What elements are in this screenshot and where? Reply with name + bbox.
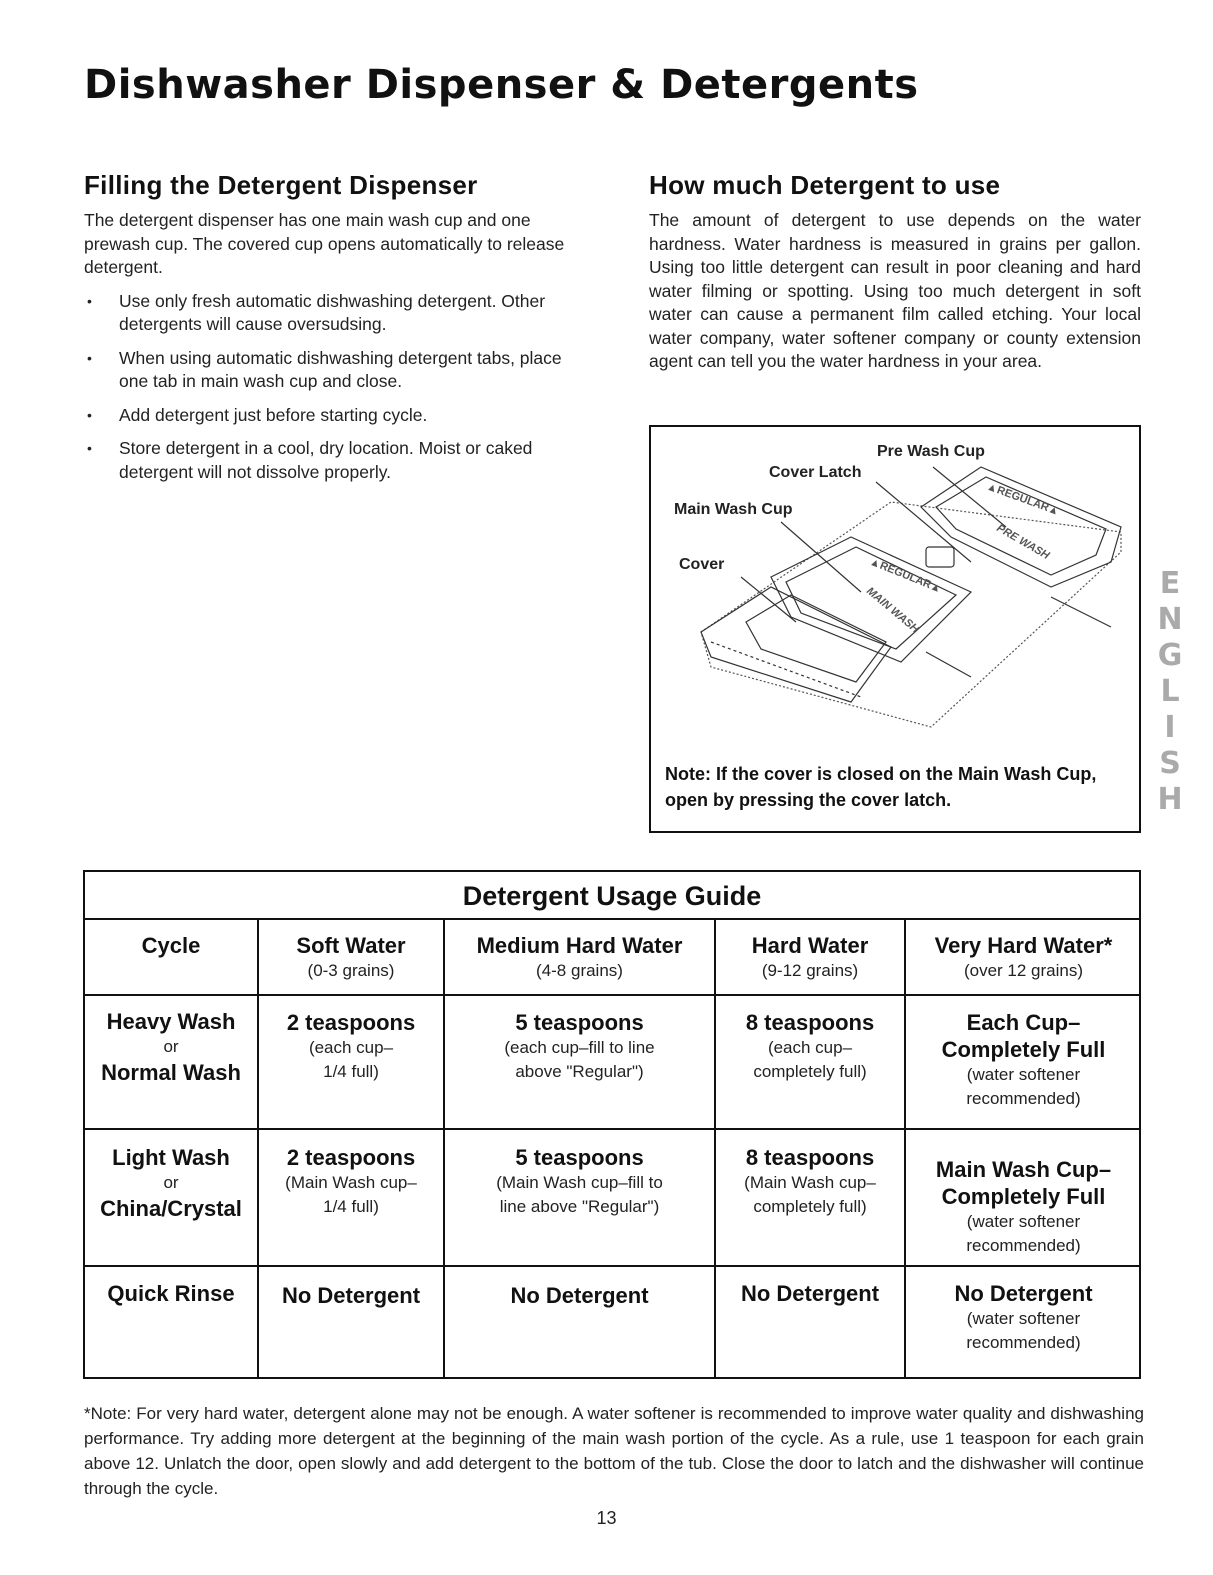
heavy-soft-amount <box>259 1009 443 1084</box>
side-tab-letter: N <box>1157 602 1183 637</box>
header-cycle <box>85 932 257 959</box>
amount-main: No Detergent <box>740 1281 880 1306</box>
header-medium-hard-water <box>445 932 714 983</box>
amount-main: Completely Full <box>941 1037 1106 1062</box>
cycle-light-china <box>85 1144 257 1222</box>
header-soft-water <box>259 932 443 983</box>
page-number: 13 <box>596 1508 617 1528</box>
cover-label: Cover <box>679 556 725 573</box>
filling-bullet-list <box>84 290 584 485</box>
amount-sub: line above "Regular") <box>499 1197 660 1216</box>
light-soft-amount <box>259 1144 443 1219</box>
row-divider <box>85 994 1139 996</box>
side-tab-letter: E <box>1159 566 1181 601</box>
header-label: Cycle <box>141 933 201 958</box>
amount-main: 2 teaspoons <box>286 1010 416 1035</box>
row-divider <box>85 1265 1139 1267</box>
cycle-heavy-normal <box>85 1008 257 1086</box>
cycle-name: Light Wash <box>112 1145 230 1170</box>
cycle-or: or <box>163 1037 179 1056</box>
header-sub: (over 12 grains) <box>963 961 1084 980</box>
bullet-item: • Add detergent just before starting cycle. <box>84 404 584 428</box>
pre-wash-cup-label: Pre Wash Cup <box>877 443 985 460</box>
rinse-soft-amount <box>259 1282 443 1309</box>
page-title: Dishwasher Dispenser & Detergents <box>84 62 919 108</box>
side-tab-letter: H <box>1157 782 1183 817</box>
rinse-hard-amount <box>716 1280 904 1307</box>
amount-main: 8 teaspoons <box>745 1145 875 1170</box>
cycle-name: China/Crystal <box>100 1196 242 1221</box>
regular-marking-top: ▲REGULAR▲ <box>984 480 1061 518</box>
amount-sub: recommended) <box>966 1333 1081 1352</box>
amount-sub: (water softener <box>966 1212 1081 1231</box>
heavy-medium-amount <box>445 1009 714 1084</box>
cover-latch-label: Cover Latch <box>769 464 862 481</box>
dispenser-illustration <box>651 427 1139 757</box>
side-tab-letter: I <box>1164 710 1176 745</box>
header-label: Soft Water <box>296 933 406 958</box>
amount-sub: completely full) <box>753 1062 867 1081</box>
header-very-hard-water <box>906 932 1141 983</box>
detergent-usage-guide-table <box>83 870 1141 1379</box>
amount-sub: (each cup– <box>308 1038 394 1057</box>
amount-sub: completely full) <box>753 1197 867 1216</box>
amount-sub: (Main Wash cup– <box>744 1173 876 1192</box>
header-label: Medium Hard Water <box>476 933 683 958</box>
pre-wash-marking: PRE WASH <box>994 522 1052 562</box>
amount-main: 8 teaspoons <box>745 1010 875 1035</box>
amount-sub: (each cup–fill to line <box>504 1038 655 1057</box>
header-label: Hard Water <box>751 933 869 958</box>
amount-sub: (water softener <box>966 1309 1081 1328</box>
heavy-hard-amount <box>716 1009 904 1084</box>
bullet-item: • Use only fresh automatic dishwashing detergent. Other detergents will cause oversudsing. <box>84 290 584 337</box>
heavy-very-hard-amount <box>906 1009 1141 1111</box>
regular-marking-bottom: ▲REGULAR▲ <box>867 555 943 596</box>
rinse-medium-amount <box>445 1282 714 1309</box>
cycle-quick-rinse <box>85 1280 257 1307</box>
language-side-tab <box>1155 566 1185 817</box>
side-tab-letter: S <box>1159 746 1181 781</box>
light-hard-amount <box>716 1144 904 1219</box>
amount-sub: above "Regular") <box>515 1062 644 1081</box>
amount-main: 2 teaspoons <box>286 1145 416 1170</box>
header-label: Very Hard Water* <box>934 933 1113 958</box>
header-hard-water <box>716 932 904 983</box>
amount-main: 5 teaspoons <box>515 1010 644 1035</box>
amount-main: Main Wash Cup– <box>935 1157 1112 1182</box>
header-sub: (0-3 grains) <box>307 961 395 980</box>
amount-sub: (Main Wash cup– <box>285 1173 417 1192</box>
cycle-name: Normal Wash <box>101 1060 241 1085</box>
amount-main: Each Cup– <box>966 1010 1081 1035</box>
amount-sub: recommended) <box>966 1089 1081 1108</box>
amount-sub: (water softener <box>966 1065 1081 1084</box>
filling-heading: Filling the Detergent Dispenser <box>84 170 478 200</box>
how-much-section <box>649 170 1141 374</box>
cycle-name: Heavy Wash <box>106 1009 236 1034</box>
filling-intro: The detergent dispenser has one main wash cup and one prewash cup. The covered cup opens automatically to release detergent. <box>84 210 565 277</box>
main-wash-marking: MAIN WASH <box>864 585 921 636</box>
cycle-name: Quick Rinse <box>107 1281 235 1306</box>
amount-sub: (each cup– <box>767 1038 853 1057</box>
how-much-heading: How much Detergent to use <box>649 170 1001 200</box>
guide-title: Detergent Usage Guide <box>85 872 1139 920</box>
filling-section <box>84 170 584 494</box>
light-very-hard-amount <box>906 1156 1141 1258</box>
figure-note: Note: If the cover is closed on the Main Wash Cup, open by pressing the cover latch. <box>665 764 1097 810</box>
amount-main: 5 teaspoons <box>515 1145 644 1170</box>
light-medium-amount <box>445 1144 714 1219</box>
amount-main: No Detergent <box>954 1281 1093 1306</box>
row-divider <box>85 1128 1139 1130</box>
main-wash-cup-label: Main Wash Cup <box>674 501 793 518</box>
header-sub: (4-8 grains) <box>536 961 623 980</box>
bullet-item: • Store detergent in a cool, dry location. Moist or caked detergent will not dissolve properly. <box>84 437 584 484</box>
bullet-item: • When using automatic dishwashing detergent tabs, place one tab in main wash cup and close. <box>84 347 584 394</box>
amount-main: Completely Full <box>941 1184 1106 1209</box>
amount-sub: 1/4 full) <box>323 1197 379 1216</box>
amount-sub: 1/4 full) <box>323 1062 379 1081</box>
how-much-body: The amount of detergent to use depends on the water hardness. Water hardness is measured in grains per gallon. Using too little detergent can result in poor cleaning and hard water filming or spotting. Using too much detergent in soft water can cause a permanent film called etching. Your local water company, water softener company or county extension agent can tell you the water hardness in your area. <box>649 210 1141 371</box>
footnote: *Note: For very hard water, detergent alone may not be enough. A water softener is recommended to improve water quality and dishwashing performance. Try adding more detergent at the beginning of the main wash portion of the cycle. As a rule, use 1 teaspoon for each grain above 12. Unlatch the door, open slowly and add detergent to the bottom of the tub. Close the door to latch and the dishwasher will continue through the cycle. <box>84 1404 1144 1498</box>
side-tab-letter: L <box>1160 674 1180 709</box>
rinse-very-hard-amount <box>906 1280 1141 1355</box>
amount-main: No Detergent <box>510 1283 649 1308</box>
amount-main: No Detergent <box>281 1283 421 1308</box>
header-sub: (9-12 grains) <box>761 961 859 980</box>
side-tab-letter: G <box>1157 638 1183 673</box>
amount-sub: (Main Wash cup–fill to <box>496 1173 663 1192</box>
cycle-or: or <box>163 1173 179 1192</box>
dispenser-figure <box>649 425 1141 833</box>
amount-sub: recommended) <box>966 1236 1081 1255</box>
